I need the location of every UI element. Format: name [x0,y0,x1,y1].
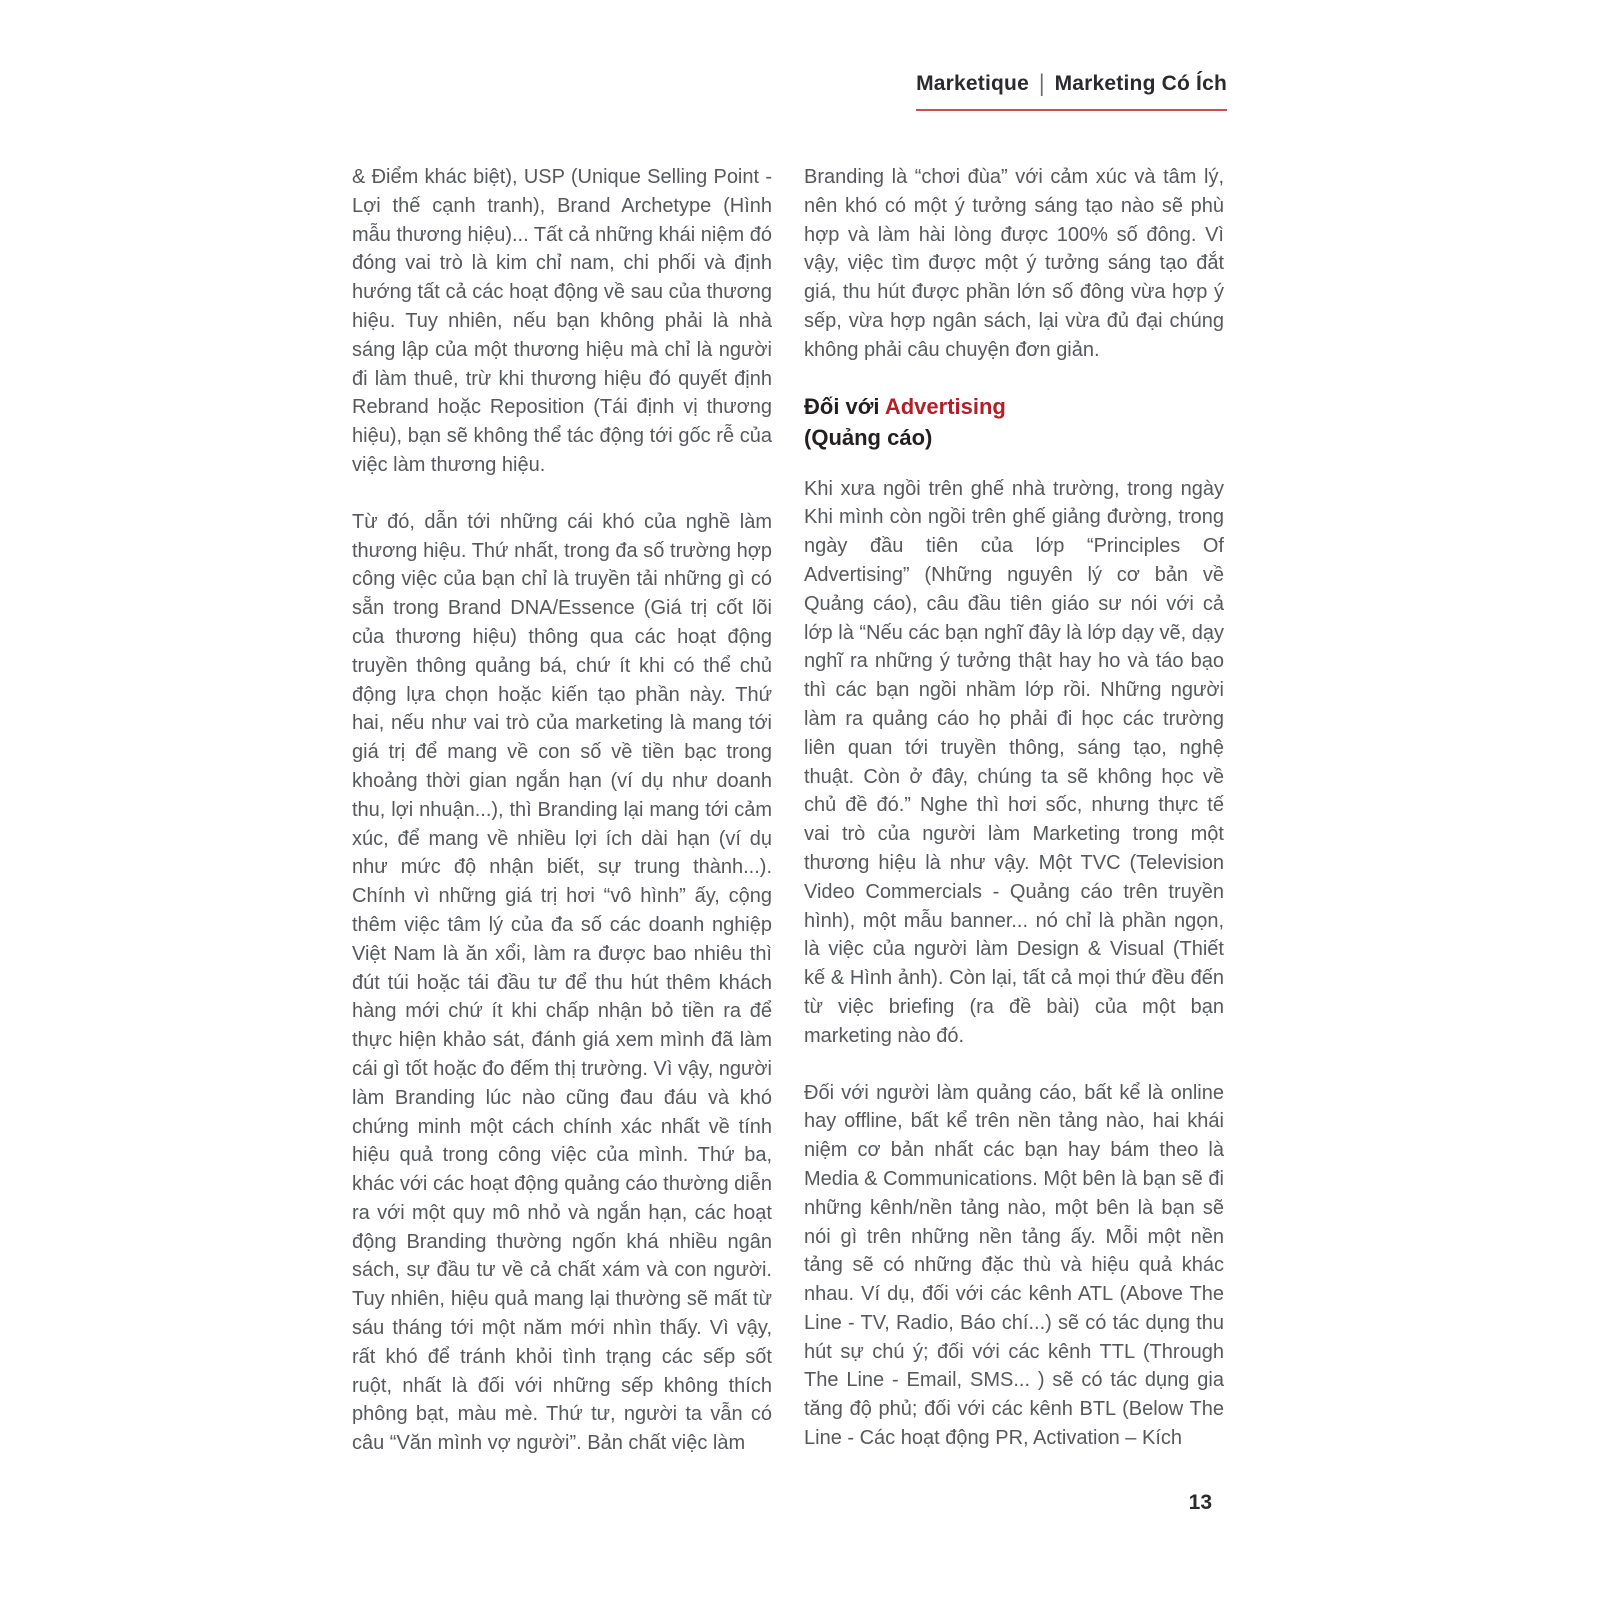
header-divider: | [1038,70,1045,97]
body-paragraph: Từ đó, dẫn tới những cái khó của nghề làm thương hiệu. Thứ nhất, trong đa số trường hợp công việc của bạn chỉ là truyền tải những gì có sẵn trong Brand DNA/Essence (Giá trị cốt lõi của thương hiệu) thông qua các hoạt động truyền thông quảng bá, chứ ít khi có thể chủ động lựa chọn hoặc kiến tạo phần này. Thứ hai, nếu như vai trò của marketing là mang tới giá trị để mang về con số về tiền bạc trong khoảng thời gian ngắn hạn (ví dụ như doanh thu, lợi nhuận...), thì Branding lại mang tới cảm xúc, để mang về nhiều lợi ích dài hạn (ví dụ như mức độ nhận biết, sự trung thành...). Chính vì những giá trị hơi “vô hình” ấy, cộng thêm việc tâm lý của đa số các doanh nghiệp Việt Nam là ăn xổi, làm ra được bao nhiêu thì đút túi hoặc tái đầu tư để thu hút thêm khách hàng mới chứ ít khi chấp nhận bỏ tiền ra để thực hiện khảo sát, đánh giá xem mình đã làm cái gì tốt hoặc đo đếm thị trường. Vì vậy, người làm Branding lúc nào cũng đau đáu và khó chứng minh một cách chính xác nhất về tính hiệu quả trong công việc của mình. Thứ ba, khác với các hoạt động quảng cáo thường diễn ra với một quy mô nhỏ và ngắn hạn, các hoạt động Branding thường ngốn khá nhiều ngân sách, sự đầu tư về cả chất xám và con người. Tuy nhiên, hiệu quả mang lại thường sẽ mất từ sáu tháng tới một năm mới nhìn thấy. Vì vậy, rất khó để tránh khỏi tình trạng các sếp sốt ruột, nhất là đối với những sếp không thích phông bạt, màu mè. Thứ tư, người ta vẫn có câu “Văn mình vợ người”. Bản chất việc làm [352,510,772,1455]
brand-name: Marketique [916,72,1029,95]
page-header [916,72,1227,111]
two-column-layout [352,163,1224,1458]
left-column [352,163,772,1458]
body-paragraph: Khi xưa ngồi trên ghế nhà trường, trong ngày Khi mình còn ngồi trên ghế giảng đường, trong ngày đầu tiên của lớp “Principles Of Advertising” (Những nguyên lý cơ bản về Quảng cáo), câu đầu tiên giáo sư nói với cả lớp là “Nếu các bạn nghĩ đây là lớp dạy vẽ, dạy nghĩ ra những ý tưởng thật hay ho và táo bạo thì các bạn ngồi nhầm lớp rồi. Những người làm ra quảng cáo họ phải đi học các trường liên quan tới truyền thông, sáng tạo, nghệ thuật. Còn ở đây, chúng ta sẽ không học về chủ đề đó.” Nghe thì hơi sốc, nhưng thực tế vai trò của người làm Marketing trong một thương hiệu là như vậy. Một TVC (Television Video Commercials - Quảng cáo trên truyền hình), một mẫu banner... nó chỉ là phần ngọn, là việc của người làm Design & Visual (Thiết kế & Hình ảnh). Còn lại, tất cả mọi thứ đều đến từ việc briefing (ra đề bài) của một bạn marketing nào đó. [804,477,1224,1047]
heading-subtitle: (Quảng cáo) [804,424,933,450]
heading-highlight: Advertising [884,393,1006,419]
body-paragraph: Đối với người làm quảng cáo, bất kể là online hay offline, bất kể trên nền tảng nào, hai khái niệm cơ bản nhất các bạn hay bám theo là Media & Communications. Một bên là bạn sẽ đi những kênh/nền tảng nào, một bên là bạn sẽ nói gì trên những nền tảng ấy. Mỗi một nền tảng sẽ có những đặc thù và hiệu quả khác nhau. Ví dụ, đối với các kênh ATL (Above The Line - TV, Radio, Báo chí...) sẽ có tác dụng thu hút sự chú ý; đối với các kênh TTL (Through The Line - Email, SMS... ) sẽ có tác dụng gia tăng độ phủ; đối với các kênh BTL (Below The Line - Các hoạt động PR, Activation – Kích [804,1081,1224,1450]
body-paragraph: & Điểm khác biệt), USP (Unique Selling Point - Lợi thế cạnh tranh), Brand Archetype (Hình mẫu thương hiệu)... Tất cả những khái niệm đó đóng vai trò là kim chỉ nam, chi phối và định hướng tất cả các hoạt động về sau của thương hiệu. Tuy nhiên, nếu bạn không phải là nhà sáng lập của một thương hiệu mà chỉ là người đi làm thuê, trừ khi thương hiệu đó quyết định Rebrand hoặc Reposition (Tái định vị thương hiệu), bạn sẽ không thể tác động tới gốc rễ của việc làm thương hiệu. [352,166,772,476]
body-paragraph: Branding là “chơi đùa” với cảm xúc và tâm lý, nên khó có một ý tưởng sáng tạo nào sẽ phù hợp và làm hài lòng được 100% số đông. Vì vậy, việc tìm được một ý tưởng sáng tạo đắt giá, thu hút được phần lớn số đông vừa hợp ý sếp, vừa hợp ngân sách, lại vừa đủ đại chúng không phải câu chuyện đơn giản. [804,166,1224,361]
heading-prefix: Đối với [804,393,885,419]
right-column [804,163,1224,1458]
section-heading [804,391,1224,453]
page-number: 13 [1188,1491,1212,1514]
running-head [916,72,1227,111]
section-title: Marketing Có Ích [1054,72,1227,95]
